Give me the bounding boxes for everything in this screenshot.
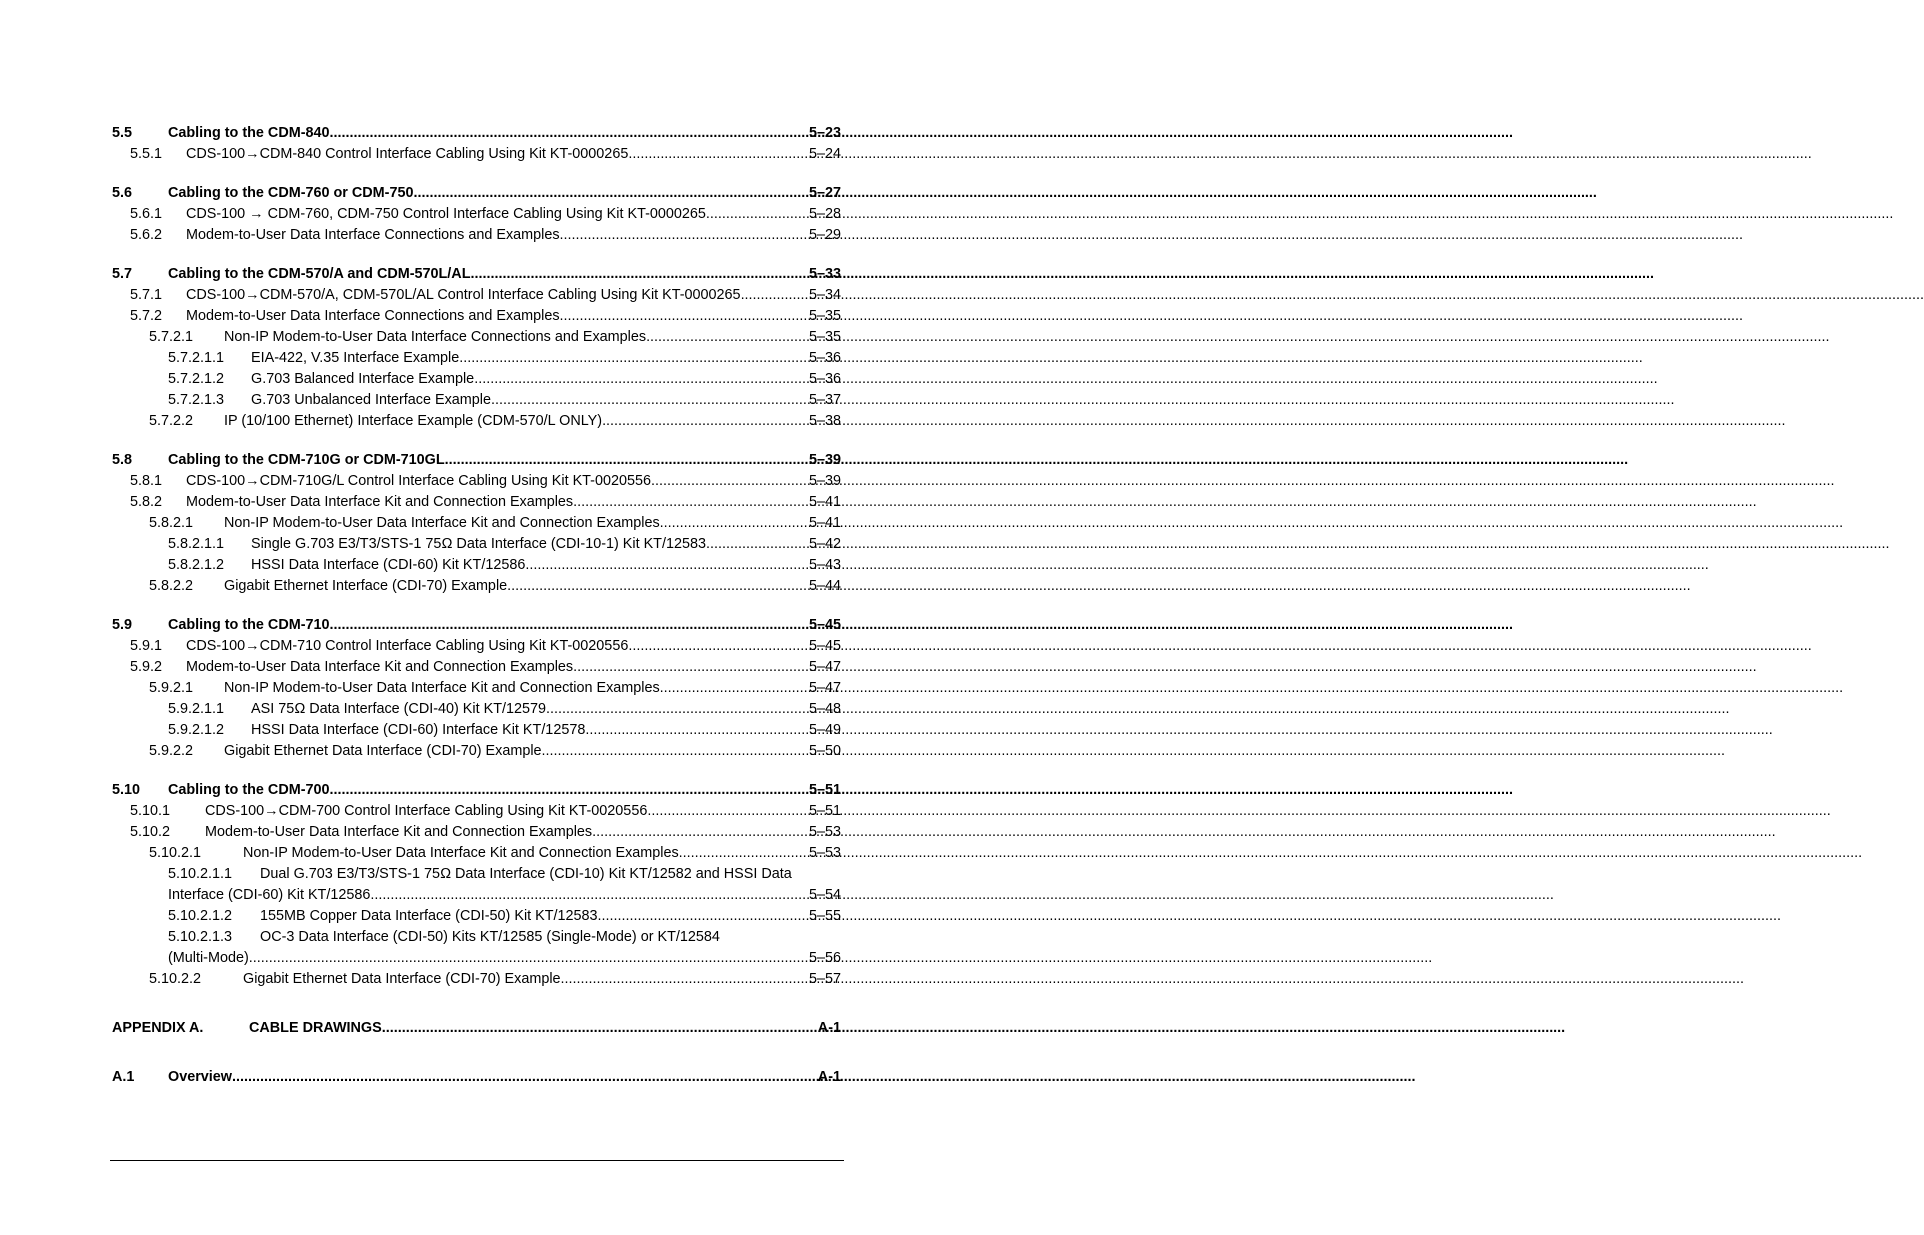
toc-leader-dots — [470, 264, 808, 285]
toc-entry-title: Cabling to the CDM-700 — [168, 782, 330, 798]
toc-entry-page: 5–42 — [808, 536, 841, 552]
toc-entry-page: 5–23 — [808, 125, 841, 141]
toc-entry-page: 5–50 — [808, 743, 841, 759]
toc-entry[interactable] — [112, 678, 841, 699]
toc-leader-dots — [445, 450, 808, 471]
toc-entry-page: 5–53 — [808, 824, 841, 840]
toc-entry-title: Modem-to-User Data Interface Connections and Examples — [186, 227, 560, 243]
toc-entry-page: 5–54 — [808, 887, 841, 903]
toc-entry-number: A.1 — [112, 1069, 135, 1085]
toc-entry-number: 5.8.2.1.2 — [168, 557, 225, 573]
toc-entry-number: 5.9.2.1.2 — [168, 722, 225, 738]
toc-entry-number: 5.10.2.1 — [149, 845, 202, 861]
toc-entry-number: 5.5 — [112, 125, 133, 141]
toc-leader-dots — [646, 327, 808, 348]
toc-leader-dots — [706, 534, 808, 555]
toc-entry-page: 5–57 — [808, 971, 841, 987]
toc-entry-title: HSSI Data Interface (CDI-60) Kit KT/12586 — [251, 557, 526, 573]
toc-entry-page: 5–56 — [808, 950, 841, 966]
table-of-contents — [112, 123, 841, 1088]
toc-leader-dots — [330, 780, 808, 801]
toc-entry-number: 5.9.1 — [130, 638, 163, 654]
toc-entry-number: 5.9.2.2 — [149, 743, 194, 759]
toc-entry-page: 5–49 — [808, 722, 841, 738]
toc-leader-dots — [628, 144, 808, 165]
toc-entry-page: 5–39 — [808, 452, 841, 468]
toc-leader-dots — [679, 843, 808, 864]
toc-entry-title: Dual G.703 E3/T3/STS-1 75Ω Data Interface (CDI-10) Kit KT/12582 and HSSI Data — [260, 866, 792, 882]
toc-entry-number: 5.7 — [112, 266, 133, 282]
toc-entry-page: 5–41 — [808, 494, 841, 510]
toc-entry-title: CDS-100→CDM-840 Control Interface Cabling Using Kit KT-0000265 — [186, 146, 629, 162]
toc-entry-title: Cabling to the CDM-570/A and CDM-570L/AL — [168, 266, 471, 282]
toc-entry-title: Cabling to the CDM-840 — [168, 125, 330, 141]
toc-entry[interactable] — [112, 123, 841, 144]
toc-leader-dots — [741, 285, 808, 306]
toc-entry-title: CDS-100→CDM-710G/L Control Interface Cabling Using Kit KT-0020556 — [186, 473, 651, 489]
toc-entry-title: Cabling to the CDM-710G or CDM-710GL — [168, 452, 445, 468]
toc-entry[interactable] — [112, 657, 841, 678]
toc-entry[interactable] — [112, 306, 841, 327]
toc-entry[interactable] — [112, 1018, 841, 1039]
toc-entry-number: 5.10.2.1.3 — [168, 929, 233, 945]
toc-leader-dots — [413, 183, 808, 204]
toc-entry-page: 5–37 — [808, 392, 841, 408]
toc-entry-title-continued: Interface (CDI-60) Kit KT/12586 — [168, 887, 371, 903]
toc-entry[interactable] — [112, 843, 841, 864]
toc-leader-dots — [647, 801, 808, 822]
toc-entry-page: 5–45 — [808, 617, 841, 633]
toc-entry[interactable] — [112, 969, 841, 990]
toc-entry-title: CDS-100→CDM-570/A, CDM-570L/AL Control Interface Cabling Using Kit KT-0000265 — [186, 287, 741, 303]
toc-entry[interactable] — [112, 822, 841, 843]
toc-entry-number: 5.7.2.1 — [149, 329, 194, 345]
toc-entry-page: 5–24 — [808, 146, 841, 162]
toc-leader-dots — [382, 1018, 817, 1039]
toc-entry-title: Single G.703 E3/T3/STS-1 75Ω Data Interface (CDI-10-1) Kit KT/12583 — [251, 536, 706, 552]
toc-entry-page: A-1 — [817, 1069, 841, 1085]
toc-entry-page: 5–39 — [808, 473, 841, 489]
toc-entry-title: Modem-to-User Data Interface Kit and Connection Examples — [186, 494, 574, 510]
toc-entry-page: 5–41 — [808, 515, 841, 531]
toc-entry-title: ASI 75Ω Data Interface (CDI-40) Kit KT/12579 — [251, 701, 547, 717]
toc-entry-number: 5.8.2 — [130, 494, 163, 510]
toc-leader-dots — [628, 636, 808, 657]
toc-entry[interactable] — [112, 348, 841, 369]
toc-entry-page: 5–47 — [808, 680, 841, 696]
toc-entry-number: 5.7.2.2 — [149, 413, 194, 429]
toc-leader-dots — [589, 720, 808, 741]
toc-entry[interactable] — [112, 699, 841, 720]
toc-entry-number: 5.9.2 — [130, 659, 163, 675]
toc-entry-number: 5.6 — [112, 185, 133, 201]
toc-entry[interactable] — [112, 369, 841, 390]
toc-leader-dots — [660, 513, 808, 534]
toc-leader-dots — [330, 123, 808, 144]
toc-entry-title: Non-IP Modem-to-User Data Interface Kit and Connection Examples — [224, 515, 660, 531]
toc-entry[interactable] — [112, 555, 841, 576]
toc-entry-page: 5–36 — [808, 350, 841, 366]
toc-entry-page: 5–51 — [808, 782, 841, 798]
toc-entry[interactable] — [112, 615, 841, 636]
toc-leader-dots — [330, 615, 808, 636]
toc-entry-number: 5.10.2.1.2 — [168, 908, 233, 924]
toc-leader-dots — [232, 1067, 817, 1088]
toc-entry-title: EIA-422, V.35 Interface Example — [251, 350, 460, 366]
toc-entry[interactable] — [112, 390, 841, 411]
toc-entry-number: APPENDIX A. — [112, 1020, 204, 1036]
toc-leader-dots — [598, 906, 808, 927]
toc-entry-number: 5.8.2.2 — [149, 578, 194, 594]
toc-entry-number: 5.10.2.2 — [149, 971, 202, 987]
toc-entry-number: 5.10.1 — [130, 803, 171, 819]
toc-entry[interactable] — [112, 183, 841, 204]
toc-leader-dots — [459, 348, 808, 369]
toc-entry[interactable] — [112, 780, 841, 801]
toc-entry[interactable] — [112, 411, 841, 432]
toc-entry-page: 5–35 — [808, 308, 841, 324]
toc-entry-page: 5–48 — [808, 701, 841, 717]
toc-entry-title: Gigabit Ethernet Data Interface (CDI-70) Example — [243, 971, 561, 987]
toc-leader-dots — [573, 657, 808, 678]
toc-leader-dots — [660, 678, 808, 699]
toc-leader-dots — [560, 225, 808, 246]
toc-entry-title: CDS-100 → CDM-760, CDM-750 Control Interface Cabling Using Kit KT-0000265. — [186, 206, 710, 222]
toc-entry-title: Non-IP Modem-to-User Data Interface Connections and Examples — [224, 329, 647, 345]
toc-entry-number: 5.7.1 — [130, 287, 163, 303]
toc-entry[interactable] — [112, 576, 841, 597]
toc-leader-dots — [491, 390, 808, 411]
toc-entry[interactable] — [112, 492, 841, 513]
toc-entry[interactable] — [112, 720, 841, 741]
toc-entry[interactable] — [112, 864, 841, 906]
toc-entry-number: 5.10 — [112, 782, 141, 798]
toc-entry-page: 5–38 — [808, 413, 841, 429]
toc-entry[interactable] — [112, 801, 841, 822]
toc-entry-number: 5.10.2 — [130, 824, 171, 840]
toc-entry-page: 5–51 — [808, 803, 841, 819]
toc-entry-page: 5–36 — [808, 371, 841, 387]
toc-entry[interactable] — [112, 327, 841, 348]
toc-entry[interactable] — [112, 264, 841, 285]
toc-entry-number: 5.9.2.1.1 — [168, 701, 225, 717]
toc-entry[interactable] — [112, 927, 841, 969]
toc-entry-page: 5–27 — [808, 185, 841, 201]
toc-leader-dots — [370, 885, 808, 906]
toc-leader-dots — [592, 822, 808, 843]
toc-leader-dots — [602, 411, 808, 432]
toc-entry-page: 5–53 — [808, 845, 841, 861]
toc-entry[interactable] — [112, 534, 841, 555]
toc-entry-title: Modem-to-User Data Interface Kit and Connection Examples — [186, 659, 574, 675]
toc-entry[interactable] — [112, 144, 841, 165]
toc-entry-page: 5–28 — [808, 206, 841, 222]
toc-entry-number: 5.8.2.1 — [149, 515, 194, 531]
toc-entry-page: 5–44 — [808, 578, 841, 594]
toc-entry[interactable] — [112, 513, 841, 534]
toc-entry-title: Cabling to the CDM-760 or CDM-750 — [168, 185, 414, 201]
toc-entry-number: 5.9 — [112, 617, 133, 633]
toc-entry-title: CDS-100→CDM-710 Control Interface Cabling Using Kit KT-0020556 — [186, 638, 629, 654]
toc-leader-dots — [507, 576, 808, 597]
toc-entry-number: 5.7.2 — [130, 308, 163, 324]
toc-entry-number: 5.5.1 — [130, 146, 163, 162]
toc-entry-number: 5.9.2.1 — [149, 680, 194, 696]
toc-entry-page: 5–45 — [808, 638, 841, 654]
toc-entry-title-continued: (Multi-Mode) — [168, 950, 249, 966]
toc-leader-dots — [561, 969, 808, 990]
toc-leader-dots — [542, 741, 808, 762]
toc-entry-number: 5.6.1 — [130, 206, 163, 222]
toc-entry-title: Modem-to-User Data Interface Kit and Connection Examples — [205, 824, 593, 840]
toc-leader-dots — [249, 948, 808, 969]
toc-entry[interactable] — [112, 741, 841, 762]
toc-entry-number: 5.7.2.1.3 — [168, 392, 225, 408]
toc-entry-title: CABLE DRAWINGS — [249, 1020, 382, 1036]
toc-entry-title: Overview — [168, 1069, 232, 1085]
toc-entry-title: Modem-to-User Data Interface Connections and Examples — [186, 308, 560, 324]
toc-leader-dots — [651, 471, 808, 492]
toc-entry-title: Gigabit Ethernet Interface (CDI-70) Example — [224, 578, 508, 594]
toc-entry-number: 5.8.2.1.1 — [168, 536, 225, 552]
toc-entry-title: G.703 Balanced Interface Example — [251, 371, 475, 387]
toc-entry-page: 5–47 — [808, 659, 841, 675]
toc-entry-title: Non-IP Modem-to-User Data Interface Kit and Connection Examples — [224, 680, 660, 696]
toc-entry[interactable] — [112, 1067, 841, 1088]
toc-entry[interactable] — [112, 906, 841, 927]
toc-entry-page: 5–34 — [808, 287, 841, 303]
toc-entry-number: 5.8.1 — [130, 473, 163, 489]
toc-leader-dots — [546, 699, 808, 720]
toc-leader-dots — [573, 492, 808, 513]
toc-entry-page: 5–33 — [808, 266, 841, 282]
toc-entry-title: Non-IP Modem-to-User Data Interface Kit and Connection Examples — [243, 845, 679, 861]
toc-leader-dots — [560, 306, 808, 327]
toc-entry[interactable] — [112, 471, 841, 492]
toc-entry[interactable] — [112, 225, 841, 246]
toc-entry[interactable] — [112, 204, 841, 225]
toc-entry-page: 5–29 — [808, 227, 841, 243]
toc-entry[interactable] — [112, 285, 841, 306]
toc-leader-dots — [525, 555, 808, 576]
toc-leader-dots — [710, 204, 808, 225]
toc-entry-title: 155MB Copper Data Interface (CDI-50) Kit KT/12583 — [260, 908, 598, 924]
toc-entry-title: Cabling to the CDM-710 — [168, 617, 330, 633]
toc-entry-title: G.703 Unbalanced Interface Example — [251, 392, 491, 408]
toc-entry-page: 5–55 — [808, 908, 841, 924]
toc-entry[interactable] — [112, 636, 841, 657]
toc-entry-page: 5–43 — [808, 557, 841, 573]
toc-entry-number: 5.6.2 — [130, 227, 163, 243]
toc-entry-number: 5.10.2.1.1 — [168, 866, 233, 882]
toc-entry-number: 5.8 — [112, 452, 133, 468]
toc-entry[interactable] — [112, 450, 841, 471]
toc-entry-title: IP (10/100 Ethernet) Interface Example (CDM-570/L ONLY) — [224, 413, 603, 429]
toc-entry-title: Gigabit Ethernet Data Interface (CDI-70) Example — [224, 743, 542, 759]
toc-leader-dots — [474, 369, 808, 390]
toc-entry-title: HSSI Data Interface (CDI-60) Interface Kit KT/12578. — [251, 722, 590, 738]
toc-entry-number: 5.7.2.1.1 — [168, 350, 225, 366]
footer-rule — [110, 1160, 844, 1161]
toc-entry-title: CDS-100→CDM-700 Control Interface Cabling Using Kit KT-0020556 — [205, 803, 648, 819]
toc-entry-page: A-1 — [817, 1020, 841, 1036]
toc-entry-title: OC-3 Data Interface (CDI-50) Kits KT/12585 (Single-Mode) or KT/12584 — [260, 929, 720, 945]
toc-entry-number: 5.7.2.1.2 — [168, 371, 225, 387]
toc-entry-page: 5–35 — [808, 329, 841, 345]
